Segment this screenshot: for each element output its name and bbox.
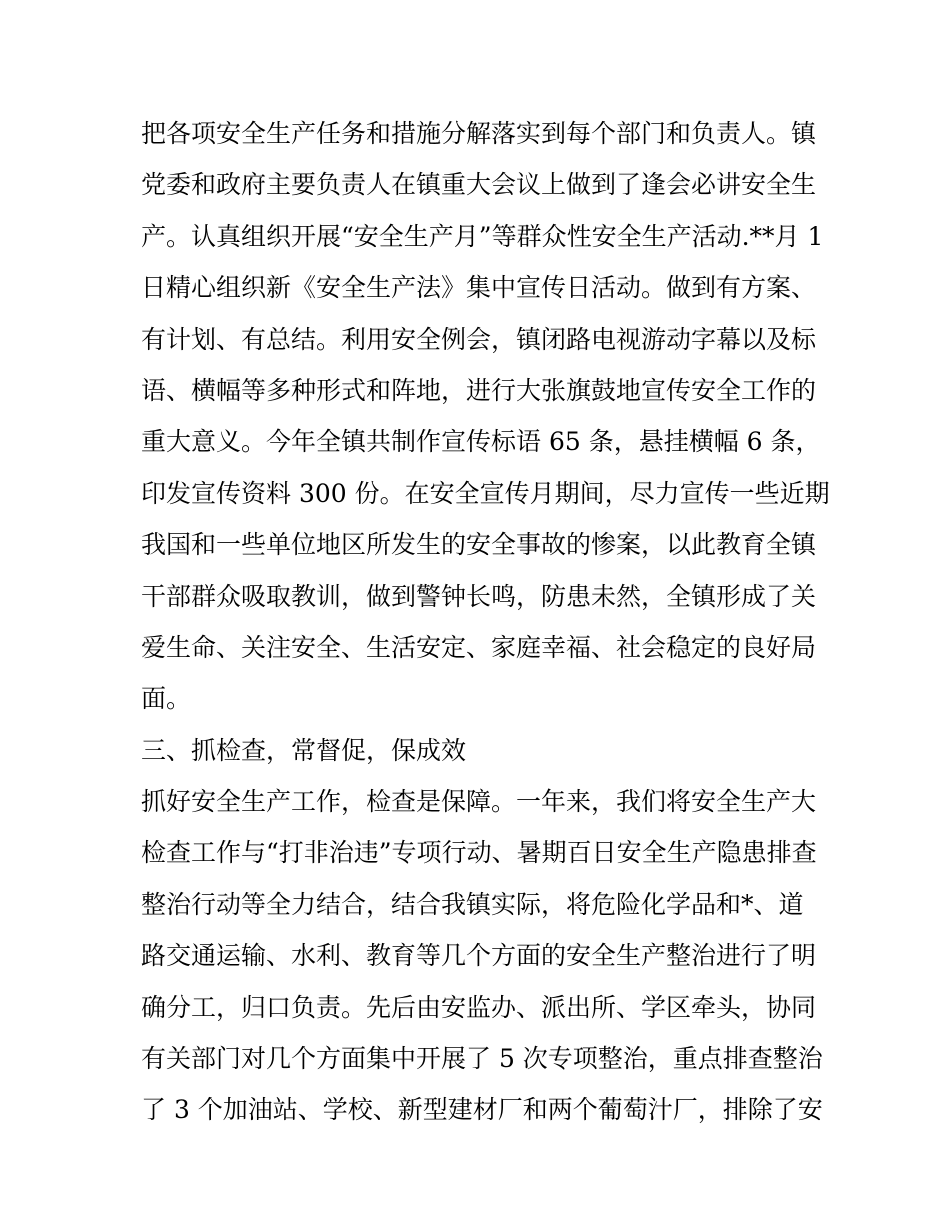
text-line: 重大意义。今年全镇共制作宣传标语 65 条，悬挂横幅 6 条， <box>141 427 821 457</box>
text-line: 我国和一些单位地区所发生的安全事故的惨案，以此教育全镇 <box>141 530 817 560</box>
text-line: 了 3 个加油站、学校、新型建材厂和两个葡萄汁厂，排除了安 <box>141 1095 823 1125</box>
section-heading: 三、抓检查，常督促，保成效 <box>141 735 467 765</box>
text-line: 面。 <box>141 684 192 714</box>
text-line: 有计划、有总结。利用安全例会，镇闭路电视游动字幕以及标 <box>141 324 817 354</box>
text-line: 检查工作与“打非治违”专项行动、暑期百日安全生产隐患排查 <box>141 838 817 868</box>
text-line: 路交通运输、水利、教育等几个方面的安全生产整治进行了明 <box>141 941 817 971</box>
text-line: 语、横幅等多种形式和阵地，进行大张旗鼓地宣传安全工作的 <box>141 375 817 405</box>
text-line: 党委和政府主要负责人在镇重大会议上做到了逢会必讲安全生 <box>141 170 817 200</box>
text-line: 抓好安全生产工作，检查是保障。一年来，我们将安全生产大 <box>141 787 817 817</box>
text-line: 产。认真组织开展“安全生产月”等群众性安全生产活动.**月 1 <box>141 221 824 251</box>
text-line: 干部群众吸取教训，做到警钟长鸣，防患未然，全镇形成了关 <box>141 581 817 611</box>
text-line: 印发宣传资料 300 份。在安全宣传月期间，尽力宣传一些近期 <box>141 478 830 508</box>
document-body <box>141 108 830 1136</box>
text-line: 有关部门对几个方面集中开展了 5 次专项整治，重点排查整治 <box>141 1044 823 1074</box>
text-line: 确分工，归口负责。先后由安监办、派出所、学区牵头，协同 <box>141 992 817 1022</box>
text-line: 把各项安全生产任务和措施分解落实到每个部门和负责人。镇 <box>141 119 817 148</box>
text-line: 爱生命、关注安全、生活安定、家庭幸福、社会稳定的良好局 <box>141 632 817 662</box>
text-line: 日精心组织新《安全生产法》集中宣传日活动。做到有方案、 <box>141 273 817 303</box>
text-line: 整治行动等全力结合，结合我镇实际，将危险化学品和*、道 <box>141 889 804 919</box>
